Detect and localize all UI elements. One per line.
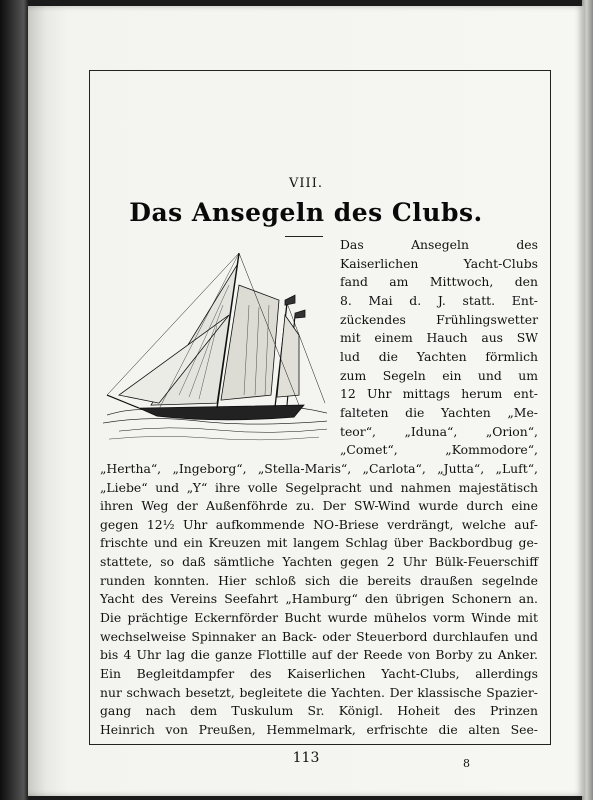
text-line: Kaiserlichen Yacht-Clubs xyxy=(340,255,538,271)
text-line: fand am Mittwoch, den xyxy=(340,274,538,290)
text-line: Heinrich von Preußen, Hemmelmark, erfrischte die alten See- xyxy=(100,722,538,737)
text-line: zum Segeln ein und um xyxy=(340,367,538,383)
text-line: Das Ansegeln des xyxy=(340,237,538,252)
schooner-illustration xyxy=(99,241,331,454)
text-line: stattete, so daß sämtliche Yachten gegen 2 Uhr Bülk-Feuerschiff xyxy=(100,554,538,570)
text-line: bis 4 Uhr lag die ganze Flottille auf der Reede von Borby zu Anker. xyxy=(100,647,538,663)
signature-mark: 8 xyxy=(463,757,470,770)
text-line: wechselweise Spinnaker an Back- oder Steuerbord durchlaufen und xyxy=(100,628,538,644)
text-line: Die prächtige Eckernförder Bucht wurde mühelos vorm Winde mit xyxy=(100,610,538,626)
text-line: Yacht des Vereins Seefahrt „Hamburg“ den übrigen Schonern an. xyxy=(100,591,538,607)
text-line: gegen 12½ Uhr aufkommende NO-Briese verdrängt, welche auf- xyxy=(100,516,538,532)
text-line: nur schwach besetzt, begleitete die Yachten. Der klassische Spazier- xyxy=(100,684,538,700)
text-line: gang nach dem Tuskulum Sr. Königl. Hoheit des Prinzen xyxy=(100,703,538,719)
text-line: „Liebe“ und „Y“ ihre volle Segelpracht und nahmen majestätisch xyxy=(100,479,538,495)
text-line: teor“, „Iduna“, „Orion“, xyxy=(340,423,538,439)
text-line: lud die Yachten förmlich xyxy=(340,348,538,364)
text-line: „Comet“, „Kommodore“, xyxy=(340,442,538,458)
text-line: Ein Begleitdampfer des Kaiserlichen Yacht-Clubs, allerdings xyxy=(100,666,538,682)
text-line: 8. Mai d. J. statt. Ent- xyxy=(340,292,538,308)
text-line: runden konnten. Hier schloß sich die bereits draußen segelnde xyxy=(100,572,538,588)
text-line: frischte und ein Kreuzen mit langem Schlag über Backbordbug ge- xyxy=(100,535,538,551)
left-page-edge xyxy=(0,0,28,800)
text-line: „Hertha“, „Ingeborg“, „Stella-Maris“, „Carlota“, „Jutta“, „Luft“, xyxy=(100,460,538,476)
page-number: 113 xyxy=(292,750,320,766)
chapter-number: VIII. xyxy=(289,176,323,191)
title-divider xyxy=(285,236,323,237)
text-line: zückendes Frühlingswetter xyxy=(340,311,538,327)
chapter-title: Das Ansegeln des Clubs. xyxy=(129,198,483,227)
text-line: 12 Uhr mittags herum ent- xyxy=(340,386,538,402)
text-line: mit einem Hauch aus SW xyxy=(340,330,538,346)
book-page xyxy=(28,6,584,796)
text-line: falteten die Yachten „Me- xyxy=(340,404,538,420)
text-line: ihren Weg der Außenföhrde zu. Der SW-Wind wurde durch eine xyxy=(100,498,538,514)
